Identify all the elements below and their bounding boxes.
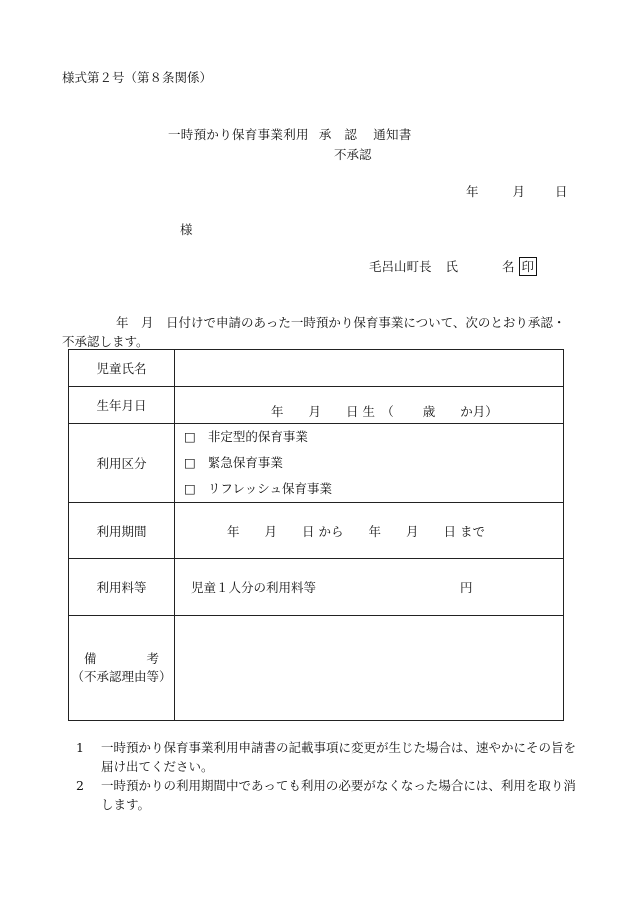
form-number: 様式第２号（第８条関係） [62, 70, 213, 85]
checkbox-icon[interactable]: □ [184, 481, 196, 496]
table-row [69, 350, 564, 387]
usage-fee-text: 児童１人分の利用料等 [191, 580, 317, 595]
note-number: 2 [76, 778, 84, 793]
list-item [76, 738, 576, 776]
usage-type-option-label: 緊急保育事業 [207, 455, 283, 470]
date-year: 年 [466, 184, 479, 199]
usage-type-option[interactable] [184, 476, 563, 502]
title-prefix: 一時預かり保育事業利用 [168, 127, 309, 142]
title-approve: 承 認 [318, 127, 358, 142]
date-month: 月 [512, 184, 526, 199]
document-title [168, 125, 412, 143]
note-text: 一時預かりの利用期間中であっても利用の必要がなくなった場合には、利用を取り消します。 [101, 778, 576, 812]
list-item [76, 776, 576, 814]
issuer-name-label-2: 名 [502, 259, 515, 274]
usage-period-label: 利用期間 [69, 503, 175, 559]
note-number: 1 [76, 740, 84, 755]
addressee: 様 [180, 222, 193, 237]
checkbox-icon[interactable]: □ [184, 429, 196, 444]
birth-date-value: 年 月 日 生 （ 歳 か月） [271, 404, 498, 419]
title-suffix: 通知書 [373, 127, 412, 142]
remarks-label-sub: （不承認理由等） [71, 669, 172, 684]
usage-period-value: 年 月 日 から 年 月 日 まで [227, 523, 485, 539]
usage-period-field[interactable] [175, 503, 564, 559]
table-row [69, 424, 564, 503]
detail-table [68, 349, 564, 721]
intro-text: 年 月 日付けで申請のあった一時預かり保育事業について、次のとおり承認・不承認します。 [62, 315, 566, 349]
table-row [69, 503, 564, 559]
intro-paragraph [62, 313, 572, 351]
remarks-label [69, 616, 175, 721]
usage-type-field [175, 424, 564, 503]
issuer-title: 毛呂山町長 [369, 259, 432, 274]
usage-type-option-label: 非定型的保育事業 [207, 429, 308, 444]
title-disapprove: 不承認 [334, 147, 372, 162]
remarks-field[interactable] [175, 616, 564, 721]
usage-type-label: 利用区分 [69, 424, 175, 503]
usage-type-option-label: リフレッシュ保育事業 [207, 481, 332, 496]
usage-type-option[interactable] [184, 424, 563, 450]
issue-date [466, 182, 568, 200]
child-name-label: 児童氏名 [69, 350, 175, 387]
seal-mark: 印 [519, 257, 538, 276]
birth-date-field[interactable] [175, 387, 564, 424]
issuer-name-label: 氏 [445, 259, 459, 274]
note-text: 一時預かり保育事業利用申請書の記載事項に変更が生じた場合は、速やかにその旨を届け出てください。 [101, 740, 577, 774]
usage-fee-unit: 円 [460, 580, 473, 595]
date-day: 日 [555, 184, 568, 199]
issuer [369, 257, 537, 276]
usage-fee-label: 利用料等 [69, 559, 175, 616]
birth-date-label: 生年月日 [69, 387, 175, 424]
remarks-label-main: 備 考 [83, 651, 159, 666]
table-row [69, 616, 564, 721]
checkbox-icon[interactable]: □ [184, 455, 196, 470]
notes-list [76, 738, 576, 814]
usage-type-option[interactable] [184, 450, 563, 476]
usage-fee-field[interactable] [175, 559, 564, 616]
child-name-field[interactable] [175, 350, 564, 387]
table-row [69, 387, 564, 424]
table-row [69, 559, 564, 616]
